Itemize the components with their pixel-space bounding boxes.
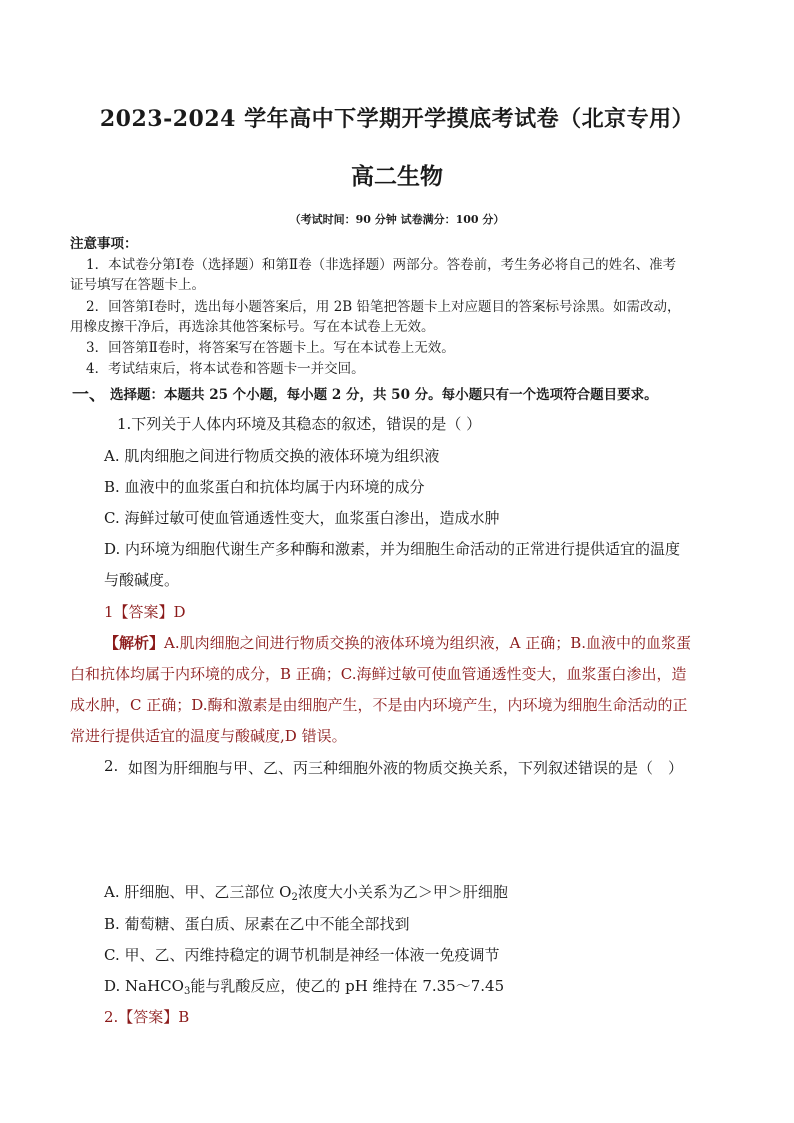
q1-analysis-line-1 xyxy=(104,632,691,653)
q2-option-a-text-end: 浓度大小关系为乙＞甲＞肝细胞 xyxy=(297,883,508,901)
note-4: 4．考试结束后，将本试卷和答题卡一并交回。 xyxy=(86,361,365,377)
q2-number: 2. xyxy=(104,757,119,775)
q2-option-a xyxy=(104,881,508,903)
note-2-line-1: 2．回答第Ⅰ卷时，选出每小题答案后，用 2B 铅笔把答题卡上对应题目的答案标号涂黑。如需改动， xyxy=(86,299,681,315)
q2-option-a-subscript: 2 xyxy=(291,892,298,903)
q1-analysis-line-4: 常进行提供适宜的温度与酸碱度,D 错误。 xyxy=(70,727,347,745)
note-1-line-2: 证号填写在答题卡上。 xyxy=(70,277,205,293)
analysis-label: 【解析】 xyxy=(104,634,165,652)
q2-answer: 2.【答案】B xyxy=(104,1008,190,1026)
note-3: 3．回答第Ⅱ卷时，将答案写在答题卡上。写在本试卷上无效。 xyxy=(86,340,455,356)
exam-info: （考试时间：90 分钟 试卷满分：100 分） xyxy=(289,213,505,226)
q1-option-b: B. 血液中的血浆蛋白和抗体均属于内环境的成分 xyxy=(104,478,425,496)
q2-option-d-text-end: 能与乳酸反应，使乙的 pH 维持在 7.35～7.45 xyxy=(190,977,505,995)
q2-option-b: B. 葡萄糖、蛋白质、尿素在乙中不能全部找到 xyxy=(104,915,410,933)
q1-option-d-line-1: D. 内环境为细胞代谢生产多种酶和激素，并为细胞生命活动的正常进行提供适宜的温度 xyxy=(104,540,681,558)
notes-heading: 注意事项： xyxy=(70,236,138,252)
section-number: 一、 xyxy=(72,385,106,405)
exam-title: 2023-2024 学年高中下学期开学摸底考试卷（北京专用） xyxy=(99,106,695,132)
section-text: 选择题：本题共 25 个小题，每小题 2 分，共 50 分。每小题只有一个选项符合题目要求。 xyxy=(110,387,658,403)
q2-option-d xyxy=(104,975,504,997)
q1-analysis-line-2: 白和抗体均属于内环境的成分，B 正确；C.海鲜过敏可使血管通透性变大，血浆蛋白渗出，造 xyxy=(70,665,687,683)
note-2-line-2: 用橡皮擦干净后，再选涂其他答案标号。写在本试卷上无效。 xyxy=(70,319,435,335)
q2-option-c: C. 甲、乙、丙维持稳定的调节机制是神经一体液一免疫调节 xyxy=(104,946,500,964)
analysis-text-1: A.肌肉细胞之间进行物质交换的液体环境为组织液，A 正确；B.血液中的血浆蛋 xyxy=(164,634,692,652)
q2-figure-area xyxy=(128,790,688,870)
q1-option-c: C. 海鲜过敏可使血管通透性变大，血浆蛋白渗出，造成水肿 xyxy=(104,509,500,527)
q1-option-d-line-2: 与酸碱度。 xyxy=(104,571,180,589)
q2-option-a-text: A. 肝细胞、甲、乙三部位 O xyxy=(104,883,292,901)
subject-title: 高二生物 xyxy=(351,163,443,190)
q1-analysis-line-3: 成水肿，C 正确；D.酶和激素是由细胞产生，不是由内环境产生，内环境为细胞生命活动的正 xyxy=(70,696,688,714)
q2-stem: 如图为肝细胞与甲、乙、丙三种细胞外液的物质交换关系，下列叙述错误的是（ ） xyxy=(128,759,684,777)
q2-option-d-text: D. NaHCO xyxy=(104,977,184,995)
q2-option-d-subscript: 3 xyxy=(183,986,191,997)
q1-stem: 1.下列关于人体内环境及其稳态的叙述，错误的是（ ） xyxy=(117,415,482,433)
q1-option-a: A. 肌肉细胞之间进行物质交换的液体环境为组织液 xyxy=(104,447,440,465)
q1-answer: 1【答案】D xyxy=(104,603,186,621)
note-1-line-1: 1．本试卷分第Ⅰ卷（选择题）和第Ⅱ卷（非选择题）两部分。答卷前，考生务必将自己的姓名、准考 xyxy=(86,257,677,273)
